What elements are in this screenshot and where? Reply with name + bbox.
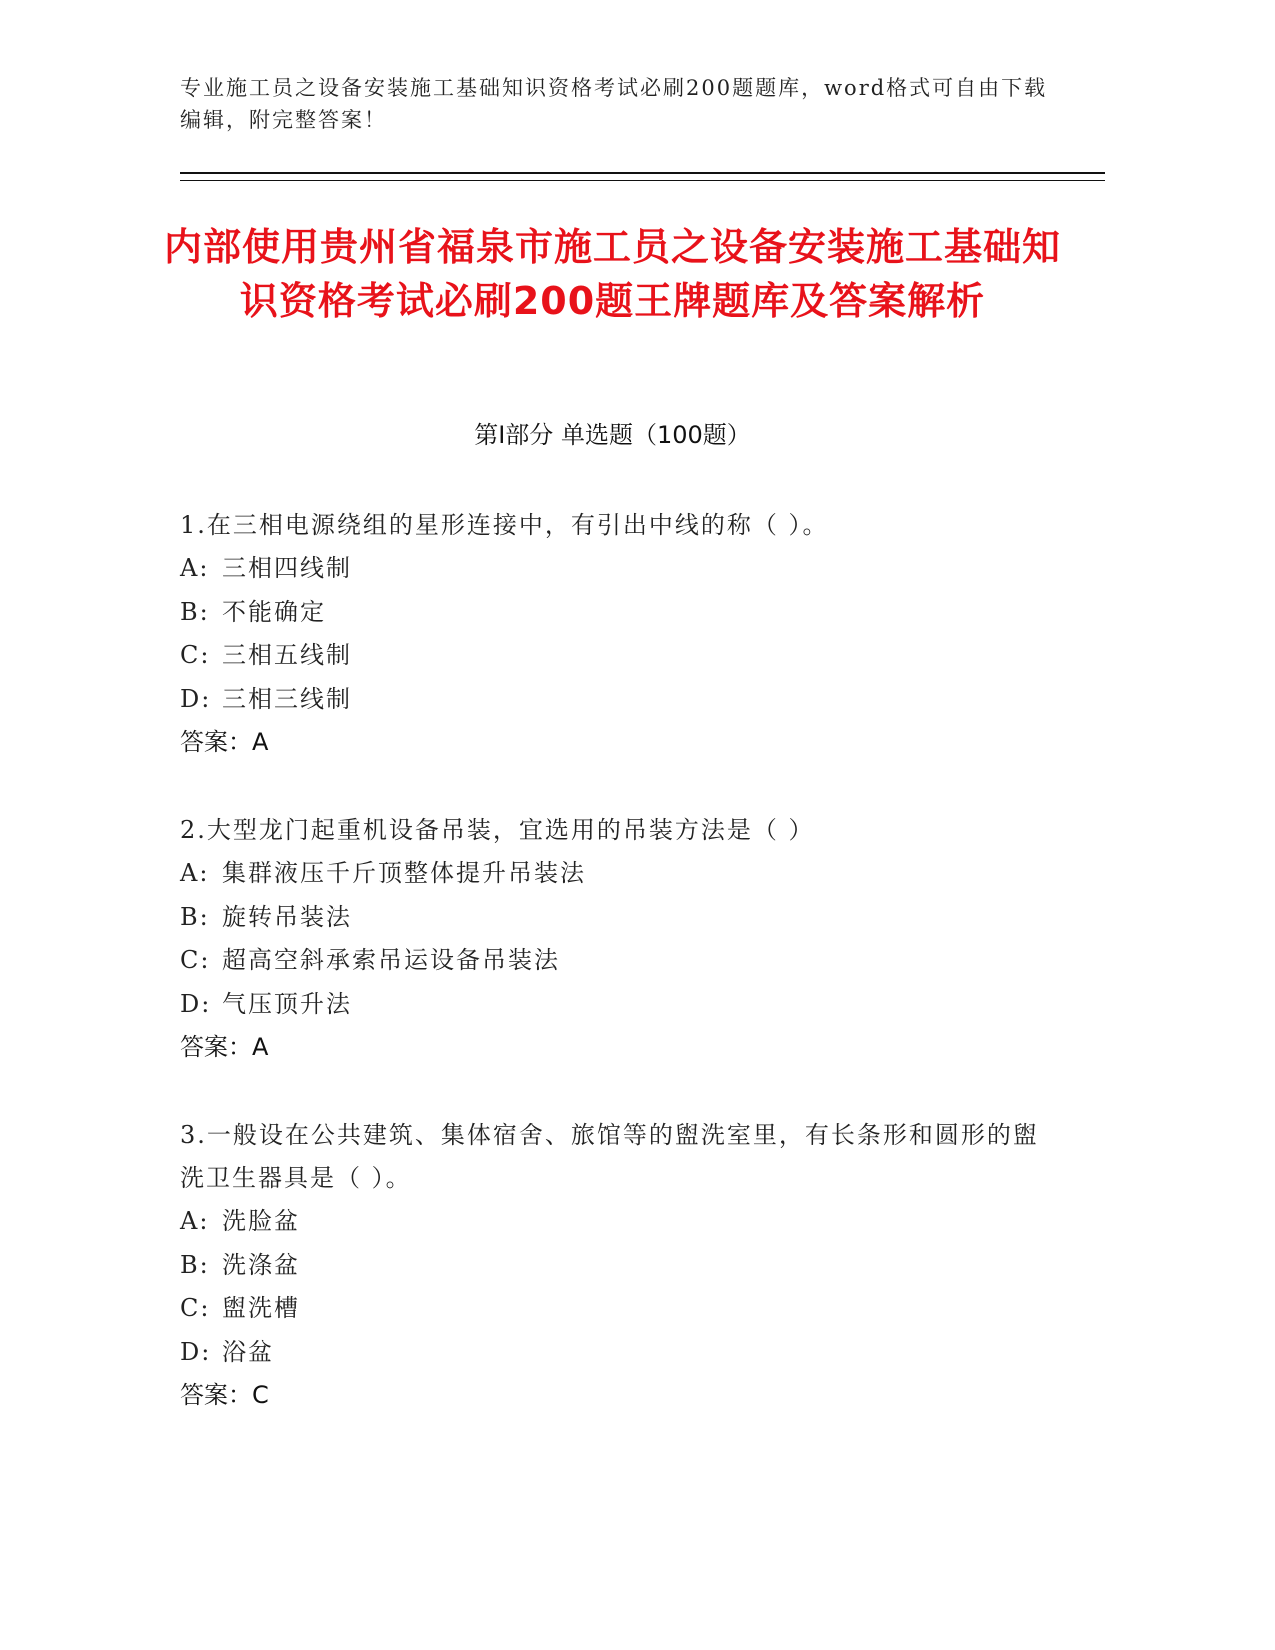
question-stem: 3.一般设在公共建筑、集体宿舍、旅馆等的盥洗室里，有长条形和圆形的盥洗卫生器具是（ ）。	[180, 1121, 1039, 1192]
question-1	[180, 504, 1060, 765]
section-title: 第I部分 单选题（100题）	[474, 421, 751, 449]
option-b	[180, 1244, 1060, 1288]
option-text: 三相三线制	[222, 684, 352, 713]
option-letter: B:	[180, 597, 210, 626]
option-text: 超高空斜承索吊运设备吊装法	[222, 946, 560, 974]
option-a	[180, 1200, 1060, 1244]
header-note: 专业施工员之设备安装施工基础知识资格考试必刷200题题库，word格式可自由下载编辑，附完整答案！	[180, 76, 1048, 132]
answer-line: 答案：A	[180, 1033, 269, 1061]
option-text: 集群液压千斤顶整体提升吊装法	[222, 859, 586, 887]
option-text: 旋转吊装法	[222, 902, 352, 931]
header-rule-thick	[180, 172, 1105, 174]
option-b	[180, 896, 1060, 940]
option-text: 不能确定	[222, 597, 326, 626]
option-a	[180, 547, 1060, 591]
answer-line: 答案：A	[180, 728, 269, 756]
option-letter: D:	[180, 684, 212, 713]
option-letter: A:	[180, 554, 210, 582]
answer-line: 答案：C	[180, 1381, 269, 1409]
option-c	[180, 1287, 1060, 1331]
option-text: 洗涤盆	[222, 1250, 300, 1279]
option-text: 浴盆	[222, 1337, 274, 1366]
option-letter: A:	[180, 859, 210, 887]
question-3	[180, 1114, 1060, 1418]
option-letter: D:	[180, 1337, 212, 1366]
option-letter: C:	[180, 946, 211, 974]
option-c	[180, 939, 1060, 983]
option-a	[180, 852, 1060, 896]
option-letter: C:	[180, 1294, 211, 1322]
document-title: 内部使用贵州省福泉市施工员之设备安装施工基础知识资格考试必刷200题王牌题库及答案解析	[163, 225, 1061, 323]
question-stem: 1.在三相电源绕组的星形连接中，有引出中线的称（ ）。	[180, 511, 829, 539]
option-text: 三相五线制	[222, 641, 352, 669]
option-letter: B:	[180, 1250, 210, 1279]
option-d	[180, 1331, 1060, 1375]
option-b	[180, 591, 1060, 635]
option-d	[180, 983, 1060, 1027]
option-text: 气压顶升法	[222, 989, 352, 1018]
option-text: 三相四线制	[222, 554, 352, 582]
question-stem: 2.大型龙门起重机设备吊装，宜选用的吊装方法是（ ）	[180, 816, 815, 844]
option-letter: D:	[180, 989, 212, 1018]
option-letter: A:	[180, 1207, 210, 1235]
option-d	[180, 678, 1060, 722]
option-text: 盥洗槽	[222, 1294, 300, 1322]
option-letter: C:	[180, 641, 211, 669]
option-c	[180, 634, 1060, 678]
question-2	[180, 809, 1060, 1070]
option-letter: B:	[180, 902, 210, 931]
option-text: 洗脸盆	[222, 1207, 300, 1235]
header-rule-thin	[180, 180, 1105, 181]
